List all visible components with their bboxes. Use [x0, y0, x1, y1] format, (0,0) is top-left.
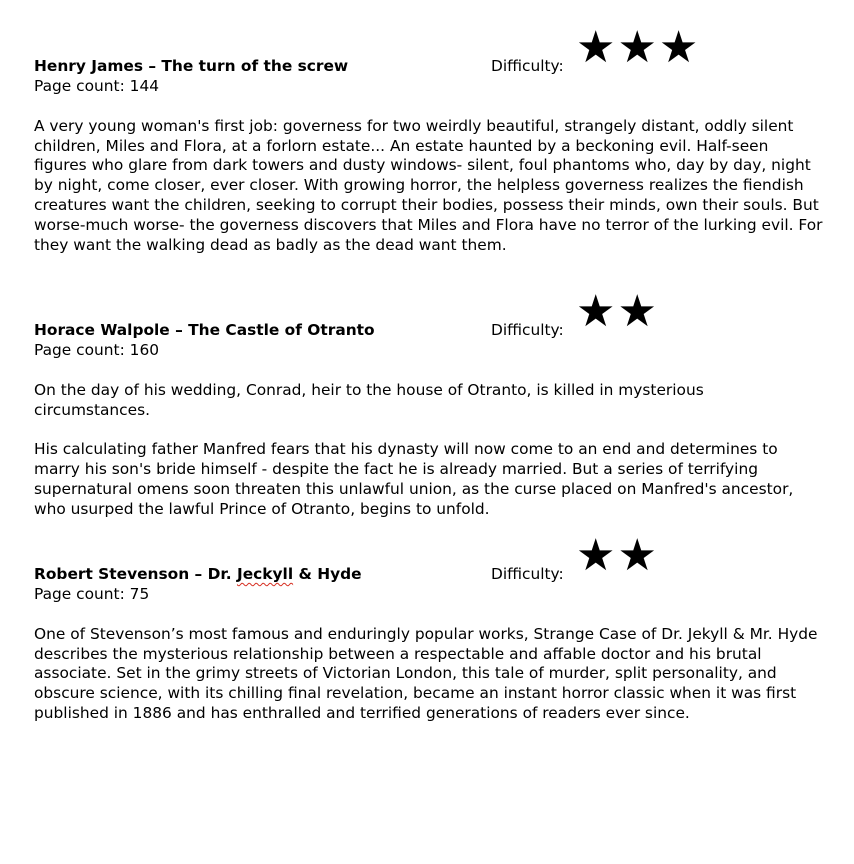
- star-icon: ★: [617, 22, 659, 73]
- spacer: [34, 97, 824, 117]
- book-entry-1: [34, 22, 824, 255]
- book-description: His calculating father Manfred fears that his dynasty will now come to an end and determines to marry his son's bride himself - despite the fact he is already married. But a series of terrifying supernatural omens soon threaten this unlawful union, as the curse placed on Manfred's ancestor, who usurped the lawful Prince of Otranto, begins to unfold.: [34, 440, 794, 518]
- book-description: One of Stevenson’s most famous and enduringly popular works, Strange Case of Dr. Jekyll & Mr. Hyde describes the mysterious relationship between a respectable and affable doctor and his brutal associate. Set in the grimy streets of Victorian London, this tale of murder, split personality, and obscure science, with its chilling final revelation, became an instant horror classic when it was first published in 1886 and has enthralled and terrified generations of readers ever since.: [34, 624, 818, 722]
- page-count: Page count: 144: [34, 77, 160, 95]
- star-icon: ★: [617, 530, 659, 581]
- book-entry-3: [34, 530, 824, 724]
- spacer: [34, 420, 824, 440]
- book-title: Horace Walpole – The Castle of Otranto: [34, 321, 375, 339]
- difficulty-rating: [576, 532, 659, 580]
- book-title-prefix: Robert Stevenson – Dr.: [34, 565, 237, 583]
- difficulty-label: Difficulty:: [491, 57, 564, 75]
- spacer: [34, 361, 824, 381]
- book-title: Henry James – The turn of the screw: [34, 57, 349, 75]
- star-icon: ★: [576, 530, 618, 581]
- book-entry-2: [34, 286, 824, 520]
- difficulty-label: Difficulty:: [491, 565, 564, 583]
- book-heading-row: [34, 530, 824, 585]
- star-icon: ★: [576, 286, 618, 337]
- book-title-suffix: & Hyde: [293, 565, 362, 583]
- spacer: [34, 605, 824, 625]
- book-heading-row: [34, 22, 824, 77]
- book-description: On the day of his wedding, Conrad, heir to the house of Otranto, is killed in mysterious circumstances.: [34, 380, 704, 419]
- difficulty-rating: [576, 24, 700, 72]
- star-icon: ★: [617, 286, 659, 337]
- difficulty-rating: [576, 288, 659, 336]
- page-count: Page count: 160: [34, 341, 160, 359]
- star-icon: ★: [576, 22, 618, 73]
- book-description: A very young woman's first job: governess for two weirdly beautiful, strangely distant, oddly silent children, Miles and Flora, at a forlorn estate... An estate haunted by a beckoning evil. Half-seen figures who glare from dark towers and dusty windows- silent, foul phantoms who, day by day, night by night, come closer, ever closer. With growing horror, the helpless governess realizes the fiendish creatures want the children, seeking to corrupt their bodies, possess their minds, own their souls. But worse-much worse- the governess discovers that Miles and Flora have no terror of the lurking evil. For they want the walking dead as badly as the dead want them.: [34, 116, 823, 254]
- page-count: Page count: 75: [34, 585, 150, 603]
- book-title: [34, 565, 362, 585]
- misspelled-word[interactable]: Jeckyll: [236, 565, 294, 583]
- book-heading-row: [34, 286, 824, 341]
- star-icon: ★: [658, 22, 701, 73]
- difficulty-label: Difficulty:: [491, 321, 564, 339]
